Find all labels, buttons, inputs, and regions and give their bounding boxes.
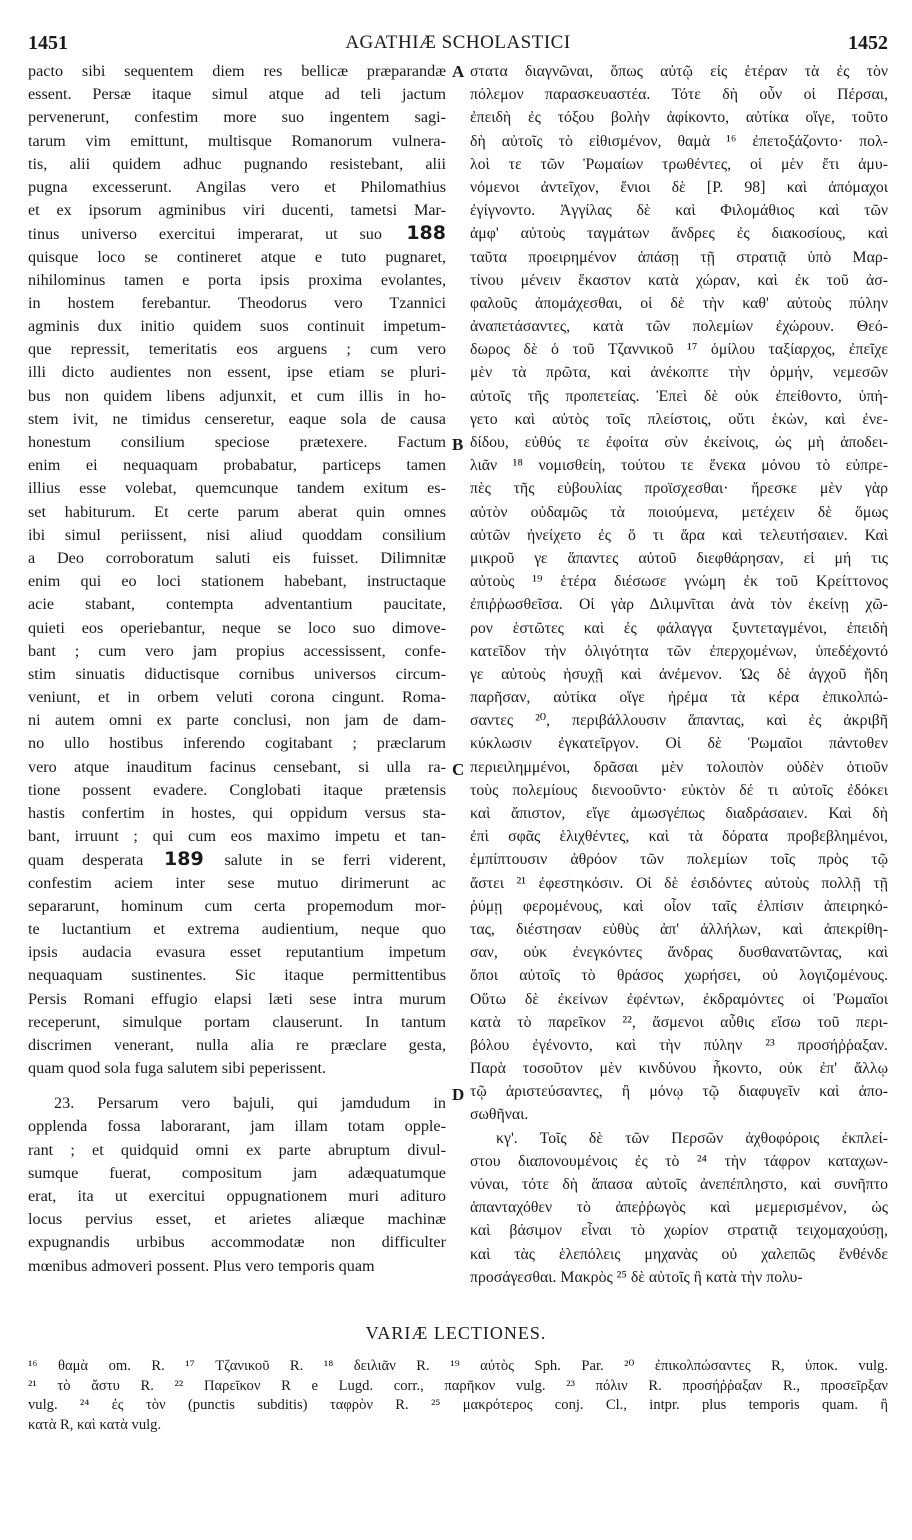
latin-text-line: sumque fuerat, compositum jam adæquatumque — [28, 1163, 446, 1182]
latin-text-line: essent. Persæ itaque simul atque ad teli jactum — [28, 85, 446, 104]
latin-text-line: discrimen venerant, nulla alia re præclare gesta, — [28, 1035, 446, 1054]
latin-text-line: quisque loco se contineret atque e tuto pugnaret, — [28, 247, 446, 266]
greek-column — [470, 60, 888, 1289]
latin-text-line: quieti eos operiebantur, neque se loco suo dimove- — [28, 618, 446, 637]
greek-text-line: τας, διέστησαν εὐθὺς ἀπ' ἀλλήλων, καὶ ἀπεκρίθη- — [470, 920, 888, 938]
greek-text-line: σαντες ²⁰, περιβάλλουσιν ἅπαντας, καὶ ἐς ἀκριβῆ — [470, 712, 888, 730]
variae-lectiones-title: VARIÆ LECTIONES. — [365, 1323, 547, 1343]
greek-text-line: ἐγίγνοντο. Ἀγγίλας δὲ καὶ Φιλομάθιος καὶ τῶν — [470, 202, 888, 220]
greek-text-line: κγ'. Τοῖς δὲ τῶν Περσῶν ἀχθοφόροις ἐκπλεί- — [496, 1129, 888, 1147]
latin-text-line: stem ivit, ne timidus censeretur, eaque sola de causa — [28, 409, 446, 428]
greek-text-line: ἀμφ' αὐτοὺς ταγμάτων ἄνδρες ἐς διακοσίους, καὶ — [470, 225, 888, 243]
latin-text-line: opplenda fossa laborarant, jam illam totam opple- — [28, 1117, 446, 1136]
page-number-left: 1451 — [28, 32, 68, 54]
greek-text-line: καὶ ἄπιστον, εἴγε ἀμωσγέπως διαδράσαιεν. Καὶ δὴ — [470, 805, 888, 822]
latin-text-line: honestum consilium speciose prætexere. Factum — [28, 433, 446, 451]
note-line: ²¹ τὸ ἄστυ R. ²² Παρεῖκον R e Lugd. corr., παρῆκον vulg. ²³ πόλιν R. προσήῤῥαξαν R., προσεῖρξαν — [28, 1377, 888, 1394]
latin-text-line: erat, ita ut exercitui oppugnationem muri adituro — [28, 1187, 446, 1205]
greek-text-line: στου διαπονουμένοις ἐς τὸ ²⁴ τὴν τάφρον καταχων- — [470, 1152, 888, 1170]
latin-text-line: enim ei nequaquam probabatur, particeps tamen — [28, 456, 446, 475]
latin-text-line: quam quod sola fuga salutem sibi peperissent. — [28, 1059, 327, 1078]
greek-text-line: δίδου, εὐθύς τε ἐφοίτα σὺν ἐκείνοις, ὡς μὴ ἀποδει- — [470, 434, 888, 451]
latin-text-line: expugnandis urbibus accommodatæ non difficulter — [28, 1233, 446, 1252]
latin-text-line: rant ; et quidquid omni ex parte abruptum divul- — [28, 1140, 446, 1159]
latin-line-tail: salute in se ferri viderent, — [224, 851, 446, 870]
latin-text-line: receperunt, simulque portam clauserunt. In tantum — [28, 1012, 446, 1031]
margin-marker-b: B — [452, 435, 464, 454]
greek-text-line: ἁπανταχόθεν τὸ ἀπεῤῥωγὸς καὶ μεμερισμένον, ὡς — [470, 1199, 888, 1217]
latin-text-line: illius esse volebat, quemcunque tandem exitum es- — [28, 479, 446, 498]
latin-text-line: a Deo corroboratum saluti eis fuisset. Dilimnitæ — [28, 548, 446, 567]
latin-text-line: Persis Romani effugio elapsi læti sese intra murum — [28, 989, 446, 1008]
latin-text-line: stim sinuatis diductisque cornibus universos circum- — [28, 664, 446, 683]
greek-text-line: ἐπὶ σφᾶς ἑλιχθέντες, καὶ τὰ δόρατα προβεβλημένοι, — [470, 828, 888, 846]
greek-text-line: δὴ αὐτοῖς τὸ εἰθισμένον, θαμὰ ¹⁶ ἐπετοξάζοντο· πολ- — [470, 132, 888, 150]
greek-text-line: Οὕτω δὲ ἐκείνων ἐφέντων, ἐκδραμόντες οἱ Ῥωμαῖοι — [470, 990, 888, 1008]
greek-text-line: τοὺς πολεμίους διενοοῦντο· εὐκτὸν δέ τι αὐτοῖς ἐδόκει — [470, 781, 888, 799]
latin-text-line: tione possent evadere. Conglobati itaque prætensis — [28, 780, 446, 799]
greek-text-line: ἄστει ²¹ ἐφεστηκόσιν. Οἱ δὲ ἐσιδόντες αὐτοὺς πολλῇ τῇ — [470, 874, 888, 892]
latin-text-line: pacto sibi sequentem diem res bellicæ præparandæ — [28, 62, 446, 80]
greek-text-line: Παρὰ τοσοῦτον μὲν κινδύνου ἧκοντο, οὐκ ἐπ' ἄλλῳ — [470, 1060, 888, 1078]
greek-text-line: πόλεμον παρασκευαστέα. Τότε δὴ οὖν οἱ Πέρσαι, — [470, 86, 888, 104]
latin-text-line: mœnibus admoveri possent. Plus vero temporis quam — [28, 1256, 375, 1275]
latin-text-line: acie stabant, contempta adventantium paucitate, — [28, 595, 446, 614]
latin-text-line: te luctantium et extrema audientium, neque quo — [28, 919, 446, 938]
latin-text-line: agminis dux initio quidem suos continuit impetum- — [28, 317, 446, 336]
latin-text-line: bant ; cum vero jam propius accessissent, confe- — [28, 641, 446, 660]
greek-text-line: τῷ ἀριστεύσαντες, ἢ μόνῳ τῷ διαφυγεῖν καὶ ἀπο- — [470, 1083, 888, 1101]
latin-text-line: tis, alii quidem adhuc pugnando resistebant, alii — [28, 154, 446, 173]
margin-marker-d: D — [452, 1085, 465, 1104]
greek-text-line: καὶ βάσιμον εἶναι τὸ χωρίον στρατιᾷ τειχομαχούσῃ, — [470, 1222, 888, 1240]
note-line: vulg. ²⁴ ἐς τὸν (punctis subditis) ταφρὸν R. ²⁵ μακρότερος conj. Cl., intpr. plus temporis quam. ἢ — [28, 1397, 888, 1413]
greek-text-line: αὐτοὺς ¹⁹ ἑτέρα διέσωσε γνώμη ἐκ τοῦ Κρείττονος — [470, 573, 888, 591]
page-header — [28, 26, 888, 56]
greek-text-line: λοὶ τε τῶν Ῥωμαίων τρωθέντες, οἱ μὲν ἔτι ἀμυ- — [470, 155, 888, 173]
latin-text-line: ibi simul periissent, nisi aliud quoddam consilium — [28, 525, 446, 544]
greek-text-line: στατα διαγνῶναι, ὅπως αὐτῷ εἰς ἑτέραν τὰ ἐς τὸν — [470, 63, 888, 80]
greek-text-line: ὅποι αὐτοῖς τὸ θράσος χωρήσει, οὐ λογιζομένους. — [470, 967, 888, 985]
greek-text-line: βόλου ἐγένοντο, καὶ τὴν πύλην ²³ προσήῤῥαξαν. — [470, 1036, 888, 1054]
greek-text-line: μικροῦ γε ἅπαντες αὐτοῦ διεφθάρησαν, εἰ μή τις — [470, 549, 888, 567]
note-line: ¹⁶ θαμὰ om. R. ¹⁷ Τζανικοῦ R. ¹⁸ δειλιᾶν R. ¹⁹ αὐτὸς Sph. Par. ²⁰ ἐπικολπώσαντες R, ὑποκ. vulg. — [28, 1358, 888, 1374]
latin-text-line: 23. Persarum vero bajuli, qui jamdudum in — [54, 1094, 446, 1113]
greek-text-line: ρον ἑστῶτες καὶ ἐς φάλαγγα ξυντεταγμένοι, ἐπειδὴ — [470, 619, 888, 637]
latin-text-line: enim qui eo loci stationem habebant, instructaque — [28, 572, 446, 591]
greek-text-line: κατεῖδον τὴν ὀλιγότητα τῶν ἐπερχομένων, ὑπεδέχοντό — [470, 642, 888, 660]
greek-text-line: αὐτῶν ἠνείχετο ἐς ὅ τι ἄρα καὶ τελευτήσαιεν. Καὶ — [470, 526, 888, 544]
variant-readings-notes — [28, 1357, 888, 1435]
margin-marker-c: C — [452, 760, 465, 779]
running-title: AGATHIÆ SCHOLASTICI — [345, 32, 571, 53]
latin-text-line: vero atque inauditum facinus censebant, si ulla ra- — [28, 757, 446, 776]
greek-text-line: ἐμπίπτουσιν ἀθρόον τῶν πολεμίων τοῖς πρὸς τῷ — [470, 851, 888, 869]
greek-text-line: σαν, οὐκ ἐνεγκόντες ἄνδρας δυσθανατῶντας, καὶ — [470, 944, 888, 962]
column-number-188: 188 — [381, 222, 446, 245]
greek-text-line: αὐτὸν οὐδαμῶς τὰ ποιούμενα, μετέχειν δὲ ὅμως — [470, 503, 888, 521]
latin-text-line: quam desperata 189 salute in se ferri viderent, — [28, 848, 446, 871]
greek-text-line: αὐτοῖς τῆς προπετείας. Ἐπεὶ δὲ οὐκ ἐπείθοντο, ὑπή- — [470, 387, 888, 405]
greek-text-line: λιᾶν ¹⁸ νομισθείη, τούτου τε ἕνεκα μόνου τὸ εὐπρε- — [470, 457, 888, 475]
greek-text-line: ἐπιῤῥωσθεῖσα. Οἱ γὰρ Διλιμνῖται ἀνὰ τὸν ἐκείνῃ χῶ- — [470, 596, 888, 614]
latin-text-line: separarunt, hominum cum certa propemodum mor- — [28, 896, 446, 915]
latin-text-line: tarum vim emittunt, multisque Romanorum vulnera- — [28, 131, 446, 150]
greek-text-line: παρῆσαν, αὐτίκα οἵγε ἠρέμα τὰ κέρα ἐπικολπώ- — [470, 689, 888, 707]
greek-text-line: καὶ τὰς ἑλεπόλεις μηχανὰς οὐ χαλεπῶς ἔνθένδε — [470, 1245, 888, 1263]
latin-text-line: hastis confertim in hostes, qui oppidum versus sta- — [28, 804, 446, 822]
greek-text-line: ταῦτα προειρημένον ἁπάσῃ τῇ στρατιᾷ ὑπὸ Μαρ- — [470, 248, 888, 266]
latin-text-line: in hostem ferebantur. Theodorus vero Tzannici — [28, 293, 446, 312]
greek-text-line: γετο καὶ αὐτὸς τοῖς πλείστοις, οὔτι ἑκὼν, καὶ ἐνε- — [470, 410, 888, 428]
latin-text-line: bant, irruunt ; qui cum eos maximo impetu et tan- — [28, 827, 446, 846]
greek-text-line: φαλοῦς ἀπομάχεσθαι, οἱ δὲ τὴν καθ' αὐτοὺς πύλην — [470, 294, 888, 312]
latin-text-line: ipsis audacia evasura esset reputantium impetum — [28, 943, 446, 962]
latin-column — [28, 60, 446, 1278]
note-line: κατὰ R, καὶ κατὰ vulg. — [28, 1416, 162, 1433]
latin-text-line: tinus universo exercitui imperarat, ut suo 188 — [28, 222, 446, 245]
greek-text-line: πὲς τῆς εὐβουλίας προϊσχεσθαι· ἤρεσκε μὲν γὰρ — [470, 480, 888, 498]
greek-text-line: νόμενοι ἀντεῖχον, ἔνιοι δὲ [P. 98] καὶ ἀπόμαχοι — [470, 178, 888, 196]
greek-text-line: μὲν τὰ πρῶτα, καὶ ἀνέκοπτε τὴν ὁρμήν, νεμεσῶν — [470, 364, 888, 382]
greek-text-line: ῥύμῃ φερομένους, καὶ οἷον ταῖς ἐλπίσιν ἀπειρηκό- — [470, 897, 888, 915]
page-number-right: 1452 — [848, 32, 888, 54]
latin-text-line: confestim aciem inter sese mutuo dirimerunt ac — [28, 873, 446, 892]
greek-text-line: σωθῆναι. — [470, 1106, 529, 1124]
latin-text-line: et ex ipsorum agminibus viri ducenti, tametsi Mar- — [28, 201, 446, 220]
greek-text-line: κύκλωσιν ἐγκατεῖργον. Οἱ δὲ Ῥωμαῖοι πάντοθεν — [470, 735, 888, 753]
greek-text-line: ἀναπετάσαντες, κατὰ τῶν πολεμίων ἐχώρουν. Θεό- — [470, 318, 888, 336]
latin-text-line: bus non quidem libens adjunxit, et cum illis in ho- — [28, 386, 446, 405]
latin-text-line: ni autem omni ex parte conclusi, non jam de dam- — [28, 711, 446, 730]
greek-text-line: τίνου μένειν ἕκαστον κατὰ χώραν, καὶ ἐκ τοῦ ἀσ- — [470, 271, 888, 289]
latin-text-line: no ullo hostibus inferendo cogitabant ; præclarum — [28, 734, 446, 753]
latin-text-line: que repressit, temeritatis eos arguens ; cum vero — [28, 340, 446, 359]
greek-text-line: προσάγεσθαι. Μακρὸς ²⁵ δὲ αὐτοῖς ἢ κατὰ τὴν πολυ- — [470, 1268, 803, 1286]
greek-text-line: νύναι, τότε δὴ ἅπασα αὐτοῖς ἀνεπέπληστο, καὶ συνῆπτο — [470, 1176, 888, 1193]
column-number-189: 189 — [143, 848, 225, 871]
latin-text-line: nequaquam sustinentes. Sic itaque permittentibus — [28, 966, 446, 985]
greek-text-line: ἐπειδὴ ἐς τόξου βολὴν ἀφίκοντο, αὐτίκα οἵγε, τοῦτο — [470, 109, 888, 127]
latin-text-line: illi dicto audientes non essent, ipse etiam se pluri- — [28, 363, 446, 382]
greek-text-line: κατὰ τὸ παρεῖκον ²², ἄσμενοι αὖθις εἴσω τοῦ περι- — [470, 1013, 888, 1031]
greek-text-line: δωρος δὲ ὁ τοῦ Τζαννικοῦ ¹⁷ ὁμίλου ταξίαρχος, ἐπεῖχε — [470, 341, 888, 359]
greek-text-line: γε αὐτοὺς ἡσυχῇ καὶ ἀνέμενον. Ὡς δὲ ἀγχοῦ ἤδη — [470, 665, 888, 683]
latin-text-line: locus pervius esset, et arietes aliæque machinæ — [28, 1210, 446, 1229]
latin-text-line: pugna excesserunt. Angilas vero et Philomathius — [28, 177, 446, 196]
margin-marker-a: A — [452, 62, 465, 81]
latin-text-line: set habiturum. Et certe parum aberat quin omnes — [28, 502, 446, 521]
latin-text-line: veniunt, et in orbem veluti corona cingunt. Roma- — [28, 688, 446, 707]
latin-text-line: nihilominus tamen e porta ipsis proxima evolantes, — [28, 270, 446, 289]
latin-text-line: pervenerunt, confestim more suo ingentem sagi- — [28, 108, 446, 127]
greek-text-line: περιειλημμένοι, δρᾶσαι μὲν τολοιπὸν οὐδὲν ὁτιοῦν — [470, 758, 888, 776]
